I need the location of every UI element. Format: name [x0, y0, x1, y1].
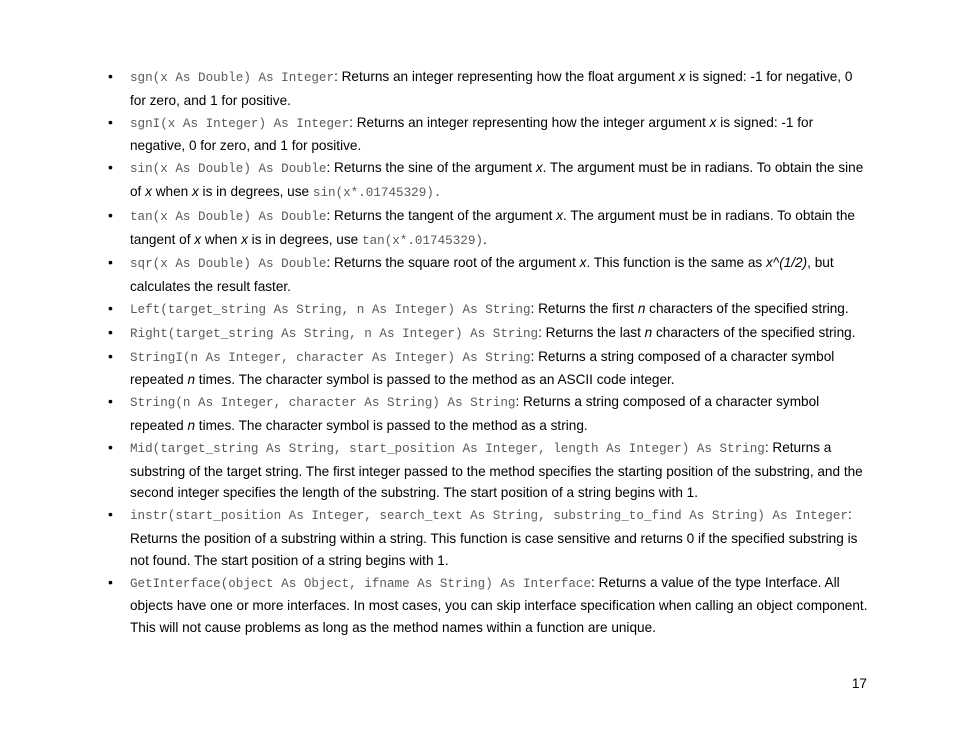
- code-signature: Left(target_string As String, n As Integer) As String: [130, 302, 531, 317]
- list-item: [130, 437, 870, 504]
- description-text: . The argument must be in radians. To obtain the sine of: [130, 160, 864, 199]
- page-number: 17: [851, 676, 867, 691]
- description-text: : Returns the position of a substring within a string. This function is case sensitive and returns 0 if the specified substring is not found. The start position of a string begins with 1.: [130, 507, 858, 568]
- list-item: [130, 252, 870, 298]
- italic-term: x^(1/2): [766, 255, 808, 271]
- italic-term: x: [579, 255, 587, 271]
- code-signature: StringI(n As Integer, character As Integer) As String: [130, 350, 531, 365]
- italic-term: x: [709, 114, 717, 130]
- list-item: [130, 504, 870, 571]
- description-text: characters of the specified string.: [645, 300, 849, 316]
- italic-term: x: [556, 207, 564, 223]
- description-text: is signed: -1 for negative, 0 for zero, and 1 for positive.: [130, 114, 814, 154]
- list-item: [130, 298, 870, 322]
- description-text: , but calculates the result faster.: [130, 255, 834, 295]
- description-text: .: [482, 231, 487, 247]
- description-text: when: [151, 183, 192, 199]
- description-text: times. The character symbol is passed to the method as an ASCII code integer.: [195, 372, 675, 388]
- code-signature: sgn(x As Double) As Integer: [130, 71, 335, 85]
- description-text: is signed: -1 for negative, 0 for zero, and 1 for positive.: [130, 69, 853, 108]
- description-text: . This function is the same as: [586, 255, 767, 271]
- code-signature: tan(x As Double) As Double: [130, 209, 327, 224]
- description-text: times. The character symbol is passed to the method as a string.: [195, 417, 588, 433]
- italic-term: x: [145, 183, 152, 199]
- list-item: [130, 346, 870, 392]
- code-signature: tan(x*.01745329): [362, 233, 483, 248]
- italic-term: x: [678, 69, 686, 84]
- description-text: : Returns a substring of the target string. The first integer passed to the method specifies the starting position of the substring, and the second integer specifies the length of the substring. The start position of a string begins with 1.: [130, 439, 863, 501]
- code-signature: Right(target_string As String, n As Integer) As String: [130, 326, 539, 341]
- list-item: [130, 66, 870, 112]
- list-item: [130, 205, 870, 253]
- list-item: [130, 322, 870, 346]
- list-item: [130, 112, 870, 158]
- code-signature: GetInterface(object As Object, ifname As String) As Interface: [130, 576, 592, 591]
- description-text: is in degrees, use: [247, 231, 363, 247]
- description-text: : Returns an integer representing how the float argument: [334, 69, 679, 84]
- code-signature: sin(x*.01745329).: [312, 185, 442, 200]
- description-text: characters of the specified string.: [652, 324, 856, 340]
- description-text: . The argument must be in radians. To obtain the tangent of: [130, 207, 855, 247]
- description-text: : Returns the sine of the argument: [326, 160, 536, 176]
- code-signature: instr(start_position As Integer, search_text As String, substring_to_find As String) As Integer: [130, 509, 848, 524]
- function-list: [130, 66, 870, 639]
- description-text: : Returns the first: [530, 300, 638, 316]
- description-text: : Returns a value of the type Interface. All objects have one or more interfaces. In most cases, you can skip interface specification when calling an object component. This will not cause problems as long as the method names within a function are unique.: [130, 574, 868, 636]
- description-text: : Returns an integer representing how the integer argument: [349, 114, 710, 130]
- italic-term: x: [194, 231, 202, 247]
- italic-term: x: [535, 160, 543, 176]
- italic-term: n: [637, 300, 646, 316]
- code-signature: sgnI(x As Integer) As Integer: [130, 116, 350, 131]
- code-signature: String(n As Integer, character As String) As String: [130, 396, 516, 411]
- code-signature: sqr(x As Double) As Double: [130, 257, 327, 272]
- list-item: [130, 572, 870, 639]
- italic-term: x: [241, 231, 248, 247]
- italic-term: n: [187, 417, 196, 433]
- description-text: when: [201, 231, 242, 247]
- italic-term: x: [191, 183, 199, 199]
- description-text: : Returns the square root of the argument: [326, 255, 580, 271]
- code-signature: Mid(target_string As String, start_position As Integer, length As Integer) As String: [130, 441, 765, 456]
- list-item: [130, 157, 870, 205]
- italic-term: n: [644, 324, 653, 340]
- description-text: : Returns a string composed of a character symbol repeated: [130, 348, 835, 388]
- description-text: is in degrees, use: [198, 183, 313, 199]
- list-item: [130, 391, 870, 437]
- description-text: : Returns a string composed of a character symbol repeated: [130, 394, 820, 433]
- description-text: : Returns the tangent of the argument: [326, 207, 557, 223]
- description-text: : Returns the last: [538, 324, 645, 340]
- italic-term: n: [187, 372, 196, 388]
- code-signature: sin(x As Double) As Double: [130, 162, 327, 177]
